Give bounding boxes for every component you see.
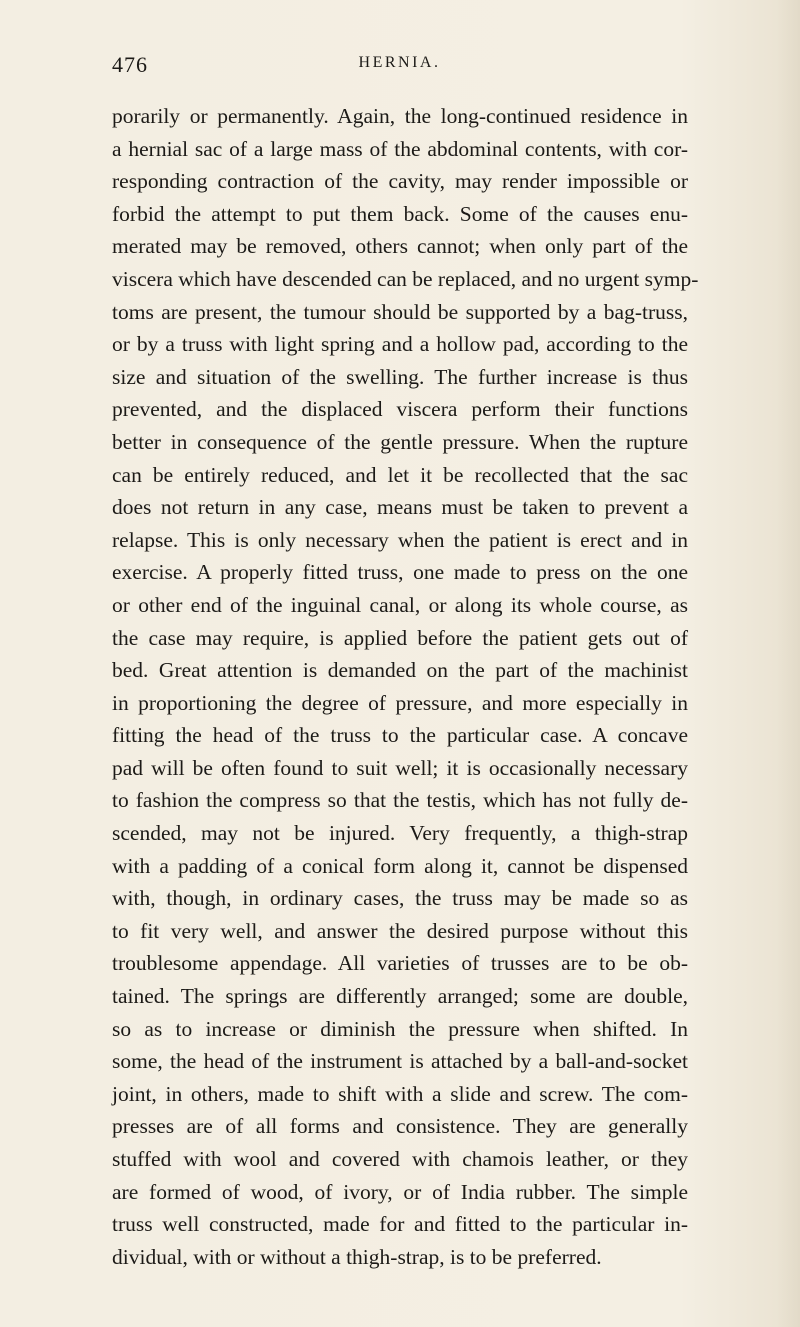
text-line: responding contraction of the cavity, may render impossible or xyxy=(112,169,688,194)
text-line: scended, may not be injured. Very frequently, a thigh-strap xyxy=(112,821,688,846)
text-line: in proportioning the degree of pressure, and more especially in xyxy=(112,690,688,715)
text-line: or other end of the inguinal canal, or along its whole course, as xyxy=(112,592,688,617)
text-line: or by a truss with light spring and a hollow pad, according to the xyxy=(112,332,688,357)
text-line: to fashion the compress so that the testis, which has not fully de- xyxy=(112,788,688,813)
text-line: some, the head of the instrument is attached by a ball-and-socket xyxy=(112,1049,688,1074)
text-line: viscera which have descended can be replaced, and no urgent symp- xyxy=(112,266,699,291)
text-line: fitting the head of the truss to the particular case. A concave xyxy=(112,723,688,748)
text-line: so as to increase or diminish the pressure when shifted. In xyxy=(112,1016,688,1041)
text-line: troublesome appendage. All varieties of trusses are to be ob- xyxy=(112,951,688,976)
text-line: better in consequence of the gentle pressure. When the rupture xyxy=(112,429,688,454)
text-line: size and situation of the swelling. The further increase is thus xyxy=(112,364,688,389)
text-line: with a padding of a conical form along it, cannot be dispensed xyxy=(112,853,688,878)
running-head: HERNIA. xyxy=(358,54,441,71)
body-text xyxy=(112,100,699,1273)
text-line: truss well constructed, made for and fitted to the particular in- xyxy=(112,1212,688,1237)
text-line: with, though, in ordinary cases, the truss may be made so as xyxy=(112,886,688,911)
text-line: stuffed with wool and covered with chamois leather, or they xyxy=(112,1147,688,1171)
text-line: presses are of all forms and consistence. They are generally xyxy=(112,1114,688,1139)
text-line: are formed of wood, of ivory, or of India rubber. The simple xyxy=(112,1179,688,1204)
text-line: the case may require, is applied before the patient gets out of xyxy=(112,625,688,650)
text-line: bed. Great attention is demanded on the part of the machinist xyxy=(112,658,688,683)
text-line: a hernial sac of a large mass of the abdominal contents, with cor- xyxy=(112,136,688,161)
text-line: porarily or permanently. Again, the long-continued residence in xyxy=(112,104,688,128)
text-line: joint, in others, made to shift with a slide and screw. The com- xyxy=(112,1081,688,1106)
text-line: does not return in any case, means must be taken to prevent a xyxy=(112,495,688,520)
text-line: prevented, and the displaced viscera perform their functions xyxy=(112,397,688,422)
text-line-last: dividual, with or without a thigh-strap, is to be preferred. xyxy=(112,1244,602,1269)
text-line: forbid the attempt to put them back. Some of the causes enu- xyxy=(112,201,688,226)
text-line: exercise. A properly fitted truss, one made to press on the one xyxy=(112,560,688,585)
page-number: 476 xyxy=(112,52,148,77)
text-line: toms are present, the tumour should be supported by a bag-truss, xyxy=(112,299,688,324)
text-line: pad will be often found to suit well; it is occasionally necessary xyxy=(112,755,688,780)
text-line: to fit very well, and answer the desired purpose without this xyxy=(112,918,688,943)
page-header xyxy=(112,52,687,82)
text-line: can be entirely reduced, and let it be recollected that the sac xyxy=(112,462,688,487)
text-line: relapse. This is only necessary when the patient is erect and in xyxy=(112,527,688,552)
text-line: tained. The springs are differently arranged; some are double, xyxy=(112,984,688,1009)
text-line: merated may be removed, others cannot; when only part of the xyxy=(112,234,688,259)
